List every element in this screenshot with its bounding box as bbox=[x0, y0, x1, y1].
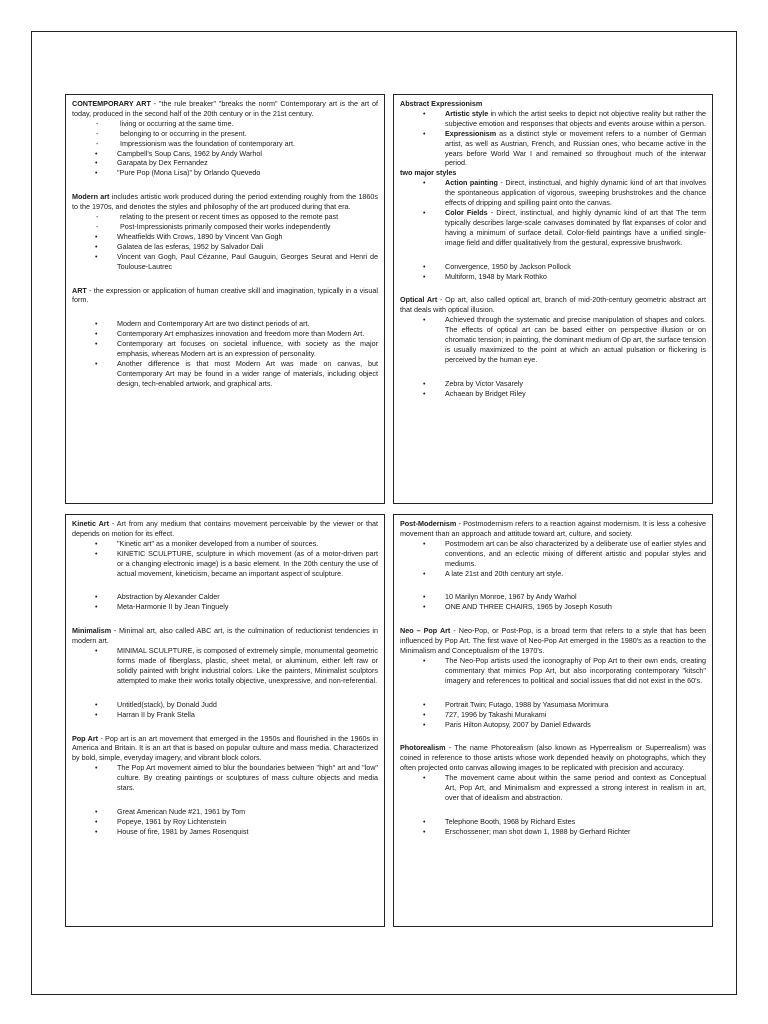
list-item: • Galatea de las esferas, 1952 by Salvador Dali bbox=[72, 242, 378, 252]
styles-list bbox=[400, 178, 706, 247]
list-item: • Contemporary art focuses on societal influence, with society as the major emphasis, whereas Modern art is an expression of personality. bbox=[72, 339, 378, 359]
card-contemporary-art bbox=[65, 94, 385, 504]
kinetic-heading: Kinetic Art bbox=[72, 519, 109, 528]
list-item: • Harran II by Frank Stella bbox=[72, 710, 378, 720]
photo-points-list bbox=[400, 773, 706, 803]
neopop-points-list bbox=[400, 656, 706, 686]
list-item: • 727, 1996 by Takashi Murakami bbox=[400, 710, 706, 720]
list-item: • The Neo-Pop artists used the iconography of Pop Art to their own ends, creating commentary that mimics Pop Art, but also incorporating contemporary "kitsch" imagery and references to political and social issues that did not exist in the 60's. bbox=[400, 656, 706, 686]
list-item: • Artistic style in which the artist seeks to depict not objective reality but rather the subjective emotion and responses that objects and events arouse within a person. bbox=[400, 109, 706, 129]
card-kinetic-art bbox=[65, 514, 385, 927]
list-item: • Color Fields - Direct, instinctual, and highly dynamic kind of art that The term typically describes large-scale canvases dominated by flat expanses of color and having a minimum of surface detail. Color-field paintings have a unified single-image field and differ qualitatively from the gestural, expressive brushwork. bbox=[400, 208, 706, 248]
abstract-points-list bbox=[400, 109, 706, 168]
list-item: • Telephone Booth, 1968 by Richard Estes bbox=[400, 817, 706, 827]
list-item: - Impressionism was the foundation of contemporary art. bbox=[72, 139, 378, 149]
list-item: • Untitled(stack), by Donald Judd bbox=[72, 700, 378, 710]
list-item: - relating to the present or recent times as opposed to the remote past bbox=[72, 212, 378, 222]
kinetic-works-list bbox=[72, 592, 378, 612]
list-item: • Vincent van Gogh, Paul Cézanne, Paul Gauguin, Georges Seurat and Henri de Toulouse-Lautrec bbox=[72, 252, 378, 272]
list-item: • Campbell's Soup Cans, 1962 by Andy Warhol bbox=[72, 149, 378, 159]
optical-intro: Optical Art - Op art, also called optical art, branch of mid-20th-century geometric abstract art that deals with optical illusion. bbox=[400, 295, 706, 315]
list-item: • The Pop Art movement aimed to blur the boundaries between "high" art and "low" culture. By creating paintings or sculptures of mass culture objects and media stars. bbox=[72, 763, 378, 793]
art-heading: ART bbox=[72, 285, 87, 295]
minimal-heading: Minimalism bbox=[72, 626, 112, 636]
pop-intro: Pop Art - Pop art is an art movement that emerged in the 1950s and flourished in the 1960s in America and Britain. It is an art that is based on popular culture and mass media. Characterized by bold, simple, everyday imagery, and vibrant block colors. bbox=[72, 733, 378, 763]
minimal-intro: Minimalism - Minimal art, also called ABC art, is the culmination of reductionist tendencies in modern art. bbox=[72, 626, 378, 646]
photo-heading: Photorealism bbox=[400, 743, 446, 753]
list-item: • 10 Marilyn Monroe, 1967 by Andy Warhol bbox=[400, 592, 706, 602]
list-item: • The movement came about within the same period and context as Conceptual Art, Pop Art, and Minimalism and expressed a strong interest in realism in art, over that of idealism and abstraction. bbox=[400, 773, 706, 803]
neopop-intro: Neo – Pop Art - Neo-Pop, or Post-Pop, is a broad term that refers to a style that has been influenced by Pop Art. The first wave of Neo-Pop Art emerged in the 1980's as a reaction to the Minimalism and Conceptualism of the 1970's. bbox=[400, 626, 706, 656]
list-item: • Garapata by Dex Fernandez bbox=[72, 158, 378, 168]
kinetic-points-list bbox=[72, 539, 378, 579]
list-item: • Action painting - Direct, instinctual, and highly dynamic kind of art that involves the spontaneous application of vigorous, sweeping brushstrokes and the chance effects of dripping and spilling paint onto the canvas. bbox=[400, 178, 706, 208]
postmodern-heading: Post-Modernism bbox=[400, 519, 457, 528]
list-item: • Contemporary Art emphasizes innovation and freedom more than Modern Art. bbox=[72, 329, 378, 339]
abstract-heading: Abstract Expressionism bbox=[400, 99, 483, 108]
pop-points-list bbox=[72, 763, 378, 793]
optical-points-list bbox=[400, 315, 706, 365]
list-item: • Erschossener; man shot down 1, 1988 by Gerhard Richter bbox=[400, 827, 706, 837]
art-intro: ART - the expression or application of human creative skill and imagination, typically in a visual form. bbox=[72, 285, 378, 305]
contemporary-heading: CONTEMPORARY ART bbox=[72, 99, 151, 108]
modern-dash-list bbox=[72, 212, 378, 232]
contemporary-dash-list bbox=[72, 119, 378, 149]
list-item: • House of fire, 1981 by James Rosenquist bbox=[72, 827, 378, 837]
list-item: • MINIMAL SCULPTURE, is composed of extremely simple, monumental geometric forms made of fiberglass, plastic, sheet metal, or aluminum, either left raw or solidly painted with bright industrial colors. Like the painters, Minimalist sculptors attempted to make their works totally objective, unexpressive, and non-referential. bbox=[72, 646, 378, 686]
list-item: • Great American Nude #21, 1961 by Tom bbox=[72, 807, 378, 817]
list-item: - living or occurring at the same time. bbox=[72, 119, 378, 129]
list-item: • A late 21st and 20th century art style. bbox=[400, 569, 706, 579]
abstract-works-list bbox=[400, 262, 706, 282]
list-item: • Convergence, 1950 by Jackson Pollock bbox=[400, 262, 706, 272]
postmodern-intro: Post-Modernism - Postmodernism refers to a reaction against modernism. It is less a cohesive movement than an approach and attitude toward art, culture, and society. bbox=[400, 519, 706, 538]
list-item: • Postmodern art can be also characterized by a deliberate use of earlier styles and conventions, and an eclectic mixing of different artistic and popular styles and mediums. bbox=[400, 539, 706, 569]
postmodern-points-list bbox=[400, 539, 706, 579]
list-item: • ONE AND THREE CHAIRS, 1965 by Joseph Kosuth bbox=[400, 602, 706, 612]
contemporary-intro: CONTEMPORARY ART - "the rule breaker" "breaks the norm" Contemporary art is the art of today, produced in the second half of the 20th century or in the 21st century. bbox=[72, 99, 379, 118]
list-item: • Paris Hilton Autopsy, 2007 by Daniel Edwards bbox=[400, 720, 706, 730]
list-item: • Achieved through the systematic and precise manipulation of shapes and colors. The effects of optical art can be based either on perspective illusion or on chromatic tension; in painting, the dominant medium of Op art, the surface tension is usually maximized to the point at which an actual pulsation or flickering is perceived by the human eye. bbox=[400, 315, 706, 365]
postmodern-works-list bbox=[400, 592, 706, 612]
neopop-heading: Neo – Pop Art bbox=[400, 626, 451, 636]
kinetic-intro: Kinetic Art - Art from any medium that contains movement perceivable by the viewer or that depends on motion for its effect. bbox=[72, 519, 379, 538]
minimal-works-list bbox=[72, 700, 378, 720]
photo-intro: Photorealism - The name Photorealism (also known as Hyperrealism or Superrealism) was coined in reference to those artists whose work depended heavily on photographs, which they often projected onto canvas allowing images to be replicated with precision and accuracy. bbox=[400, 743, 706, 773]
list-item: - Post-Impressionists primarily composed their works independently bbox=[72, 222, 378, 232]
optical-heading: Optical Art bbox=[400, 295, 438, 305]
art-points-list bbox=[72, 319, 378, 388]
list-item: • Zebra by Victor Vasarely bbox=[400, 379, 706, 389]
modern-works-list bbox=[72, 232, 378, 272]
contemporary-works-list bbox=[72, 149, 378, 179]
list-item: • Another difference is that most Modern Art was made on canvas, but Contemporary Art may be found in a wider range of materials, including object design, tech-enabled artwork, and graphical arts. bbox=[72, 359, 378, 389]
list-item: • Modern and Contemporary Art are two distinct periods of art. bbox=[72, 319, 378, 329]
list-item: • Portrait Twin; Futago, 1988 by Yasumasa Morimura bbox=[400, 700, 706, 710]
list-item: • Abstraction by Alexander Calder bbox=[72, 592, 378, 602]
card-post-modernism bbox=[393, 514, 713, 927]
list-item: • "Kinetic art" as a moniker developed from a number of sources. bbox=[72, 539, 378, 549]
list-item: - belonging to or occurring in the present. bbox=[72, 129, 378, 139]
list-item: • Expressionism as a distinct style or movement refers to a number of German artist, as well as Austrian, French, and Russian ones, who became active in the years before World War I and remained so throughout much of the interwar period. bbox=[400, 129, 706, 169]
list-item: • Multiform, 1948 by Mark Rothko bbox=[400, 272, 706, 282]
photo-works-list bbox=[400, 817, 706, 837]
minimal-points-list bbox=[72, 646, 378, 686]
pop-works-list bbox=[72, 807, 378, 837]
card-abstract-expressionism bbox=[393, 94, 713, 504]
list-item: • Achaean by Bridget Riley bbox=[400, 389, 706, 399]
modern-intro: Modern art includes artistic work produced during the period extending roughly from the 1860s to the 1970s, and denotes the styles and philosophy of the art produced during that era. bbox=[72, 192, 378, 212]
list-item: • Wheatfields With Crows, 1890 by Vincent Van Gogh bbox=[72, 232, 378, 242]
list-item: • KINETIC SCULPTURE, sculpture in which movement (as of a motor-driven part or a changing electronic image) is a basic element. In the 20th century the use of actual movement, kineticism, became an important aspect of sculpture. bbox=[72, 549, 378, 579]
list-item: • Popeye, 1961 by Roy Lichtenstein bbox=[72, 817, 378, 827]
list-item: • "Pure Pop (Mona Lisa)" by Orlando Quevedo bbox=[72, 168, 378, 178]
optical-works-list bbox=[400, 379, 706, 399]
neopop-works-list bbox=[400, 700, 706, 730]
modern-heading: Modern art bbox=[72, 192, 110, 202]
list-item: • Meta-Harmonie II by Jean Tinguely bbox=[72, 602, 378, 612]
styles-heading: two major styles bbox=[400, 168, 457, 178]
pop-heading: Pop Art bbox=[72, 733, 99, 743]
